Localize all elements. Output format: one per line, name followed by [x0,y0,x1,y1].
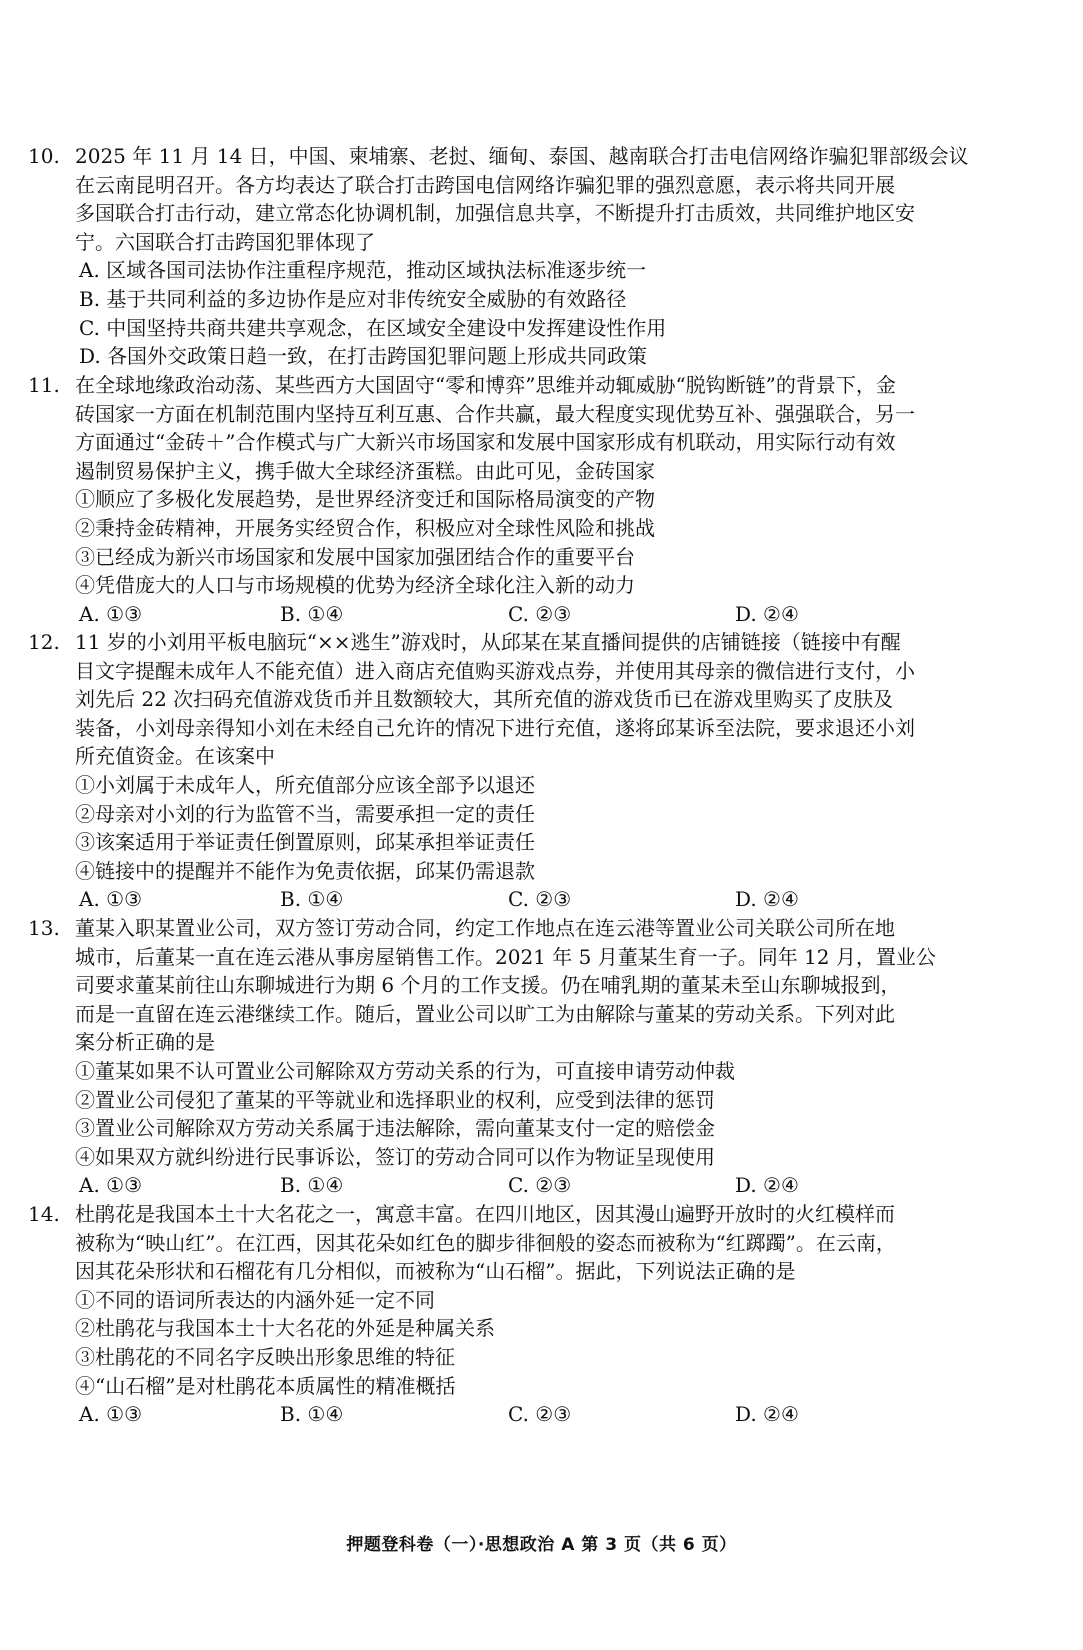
choice-b: B. ①④ [280,887,344,912]
question-stem-line: 方面通过“金砖＋”合作模式与广大新兴市场国家和发展中国家形成有机联动，用实际行动有效 [75,430,896,455]
question-stem-line: 案分析正确的是 [75,1030,215,1055]
choice-a: A. ①③ [79,601,143,626]
question-stem-line: 11 岁的小刘用平板电脑玩“××逃生”游戏时，从邱某在某直播间提供的店铺链接（链接中有醒 [75,630,901,654]
choice-d: D. ②④ [735,1402,799,1427]
question-stem-line: 被称为“映山红”。在江西，因其花朵如红色的脚步徘徊般的姿态而被称为“红踯躅”。在云南， [75,1230,896,1255]
question-stem-line: 宁。六国联合打击跨国犯罪体现了 [75,229,375,254]
question-stem-line: 刘先后 22 次扫码充值游戏货币并且数额较大，其所充值的游戏货币已在游戏里购买了皮肤及 [75,687,894,712]
choice-c: C. ②③ [508,601,572,626]
question-stem-line: 在云南昆明召开。各方均表达了联合打击跨国电信网络诈骗犯罪的强烈意愿，表示将共同开展 [75,172,895,197]
choice-a: A. ①③ [79,887,143,912]
choice-b: B. ①④ [280,1173,344,1198]
choice-d: D. ②④ [735,601,799,626]
choice-c: C. ②③ [508,1173,572,1198]
choice-b: B. ①④ [280,601,344,626]
question-stem-line: 董某入职某置业公司，双方签订劳动合同，约定工作地点在连云港等置业公司关联公司所在地 [75,916,895,940]
choice-a: A. ①③ [79,1173,143,1198]
statement-1: ①小刘属于未成年人，所充值部分应该全部予以退还 [75,773,535,797]
statement-1: ①董某如果不认可置业公司解除双方劳动关系的行为，可直接申请劳动仲裁 [75,1059,735,1083]
choice-b: B. ①④ [280,1402,344,1427]
choice-d: D. ②④ [735,1173,799,1198]
option-d: D. 各国外交政策日趋一致，在打击跨国犯罪问题上形成共同政策 [79,344,648,369]
choice-c: C. ②③ [508,1402,572,1427]
question-stem-line: 2025 年 11 月 14 日，中国、柬埔寨、老挝、缅甸、泰国、越南联合打击电信网络诈骗犯罪部级会议 [75,144,969,168]
statement-3: ③置业公司解除双方劳动关系属于违法解除，需向董某支付一定的赔偿金 [75,1116,715,1141]
question-stem-line: 在全球地缘政治动荡、某些西方大国固守“零和博弈”思维并动辄威胁“脱钩断链”的背景下，金 [75,373,896,397]
question-stem-line: 装备，小刘母亲得知小刘在未经自己允许的情况下进行充值，遂将邱某诉至法院，要求退还小刘 [75,715,915,740]
option-c: C. 中国坚持共商共建共享观念，在区域安全建设中发挥建设性作用 [79,315,667,340]
statement-4: ④如果双方就纠纷进行民事诉讼，签订的劳动合同可以作为物证呈现使用 [75,1144,715,1169]
page-footer: 押题登科卷（一）·思想政治 A 第 3 页（共 6 页） [346,1535,737,1555]
question-stem-line: 砖国家一方面在机制范围内坚持互利互惠、合作共赢，最大程度实现优势互补、强强联合，另一 [75,401,915,426]
statement-2: ②母亲对小刘的行为监管不当，需要承担一定的责任 [75,801,535,826]
choice-a: A. ①③ [79,1402,143,1427]
statement-4: ④凭借庞大的人口与市场规模的优势为经济全球化注入新的动力 [75,573,635,598]
choice-d: D. ②④ [735,887,799,912]
statement-3: ③该案适用于举证责任倒置原则，邱某承担举证责任 [75,830,535,855]
statement-2: ②杜鹃花与我国本土十大名花的外延是种属关系 [75,1316,495,1341]
statement-3: ③已经成为新兴市场国家和发展中国家加强团结合作的重要平台 [75,544,635,569]
statement-4: ④“山石榴”是对杜鹃花本质属性的精准概括 [75,1373,456,1398]
question-stem-line: 目文字提醒未成年人不能充值）进入商店充值购买游戏点券，并使用其母亲的微信进行支付，小 [75,658,915,683]
question-stem-line: 所充值资金。在该案中 [75,744,275,769]
option-b: B. 基于共同利益的多边协作是应对非传统安全威胁的有效路径 [79,287,627,311]
question-stem-line: 杜鹃花是我国本土十大名花之一，寓意丰富。在四川地区，因其漫山遍野开放时的火红模样而 [75,1202,895,1226]
question-stem-line: 司要求董某前往山东聊城进行为期 6 个月的工作支援。仍在哺乳期的董某未至山东聊城报到， [75,973,901,998]
statement-3: ③杜鹃花的不同名字反映出形象思维的特征 [75,1345,455,1369]
question-number: 10. [28,144,60,168]
question-number: 12. [28,630,60,654]
question-stem-line: 城市，后董某一直在连云港从事房屋销售工作。2021 年 5 月董某生育一子。同年 12 月，置业公 [75,944,936,969]
choice-c: C. ②③ [508,887,572,912]
statement-2: ②秉持金砖精神，开展务实经贸合作，积极应对全球性风险和挑战 [75,516,655,540]
question-number: 11. [28,373,60,397]
question-stem-line: 而是一直留在连云港继续工作。随后，置业公司以旷工为由解除与董某的劳动关系。下列对此 [75,1001,895,1026]
question-number: 13. [28,916,60,940]
question-stem-line: 多国联合打击行动，建立常态化协调机制，加强信息共享，不断提升打击质效，共同维护地区安 [75,201,915,226]
statement-2: ②置业公司侵犯了董某的平等就业和选择职业的权利，应受到法律的惩罚 [75,1087,715,1112]
question-stem-line: 因其花朵形状和石榴花有几分相似，而被称为“山石榴”。据此，下列说法正确的是 [75,1259,796,1284]
statement-1: ①顺应了多极化发展趋势，是世界经济变迁和国际格局演变的产物 [75,487,655,512]
question-stem-line: 遏制贸易保护主义，携手做大全球经济蛋糕。由此可见，金砖国家 [75,458,655,483]
question-number: 14. [28,1202,60,1226]
statement-4: ④链接中的提醒并不能作为免责依据，邱某仍需退款 [75,858,535,883]
statement-1: ①不同的语词所表达的内涵外延一定不同 [75,1287,435,1312]
option-a: A. 区域各国司法协作注重程序规范，推动区域执法标准逐步统一 [79,258,647,283]
